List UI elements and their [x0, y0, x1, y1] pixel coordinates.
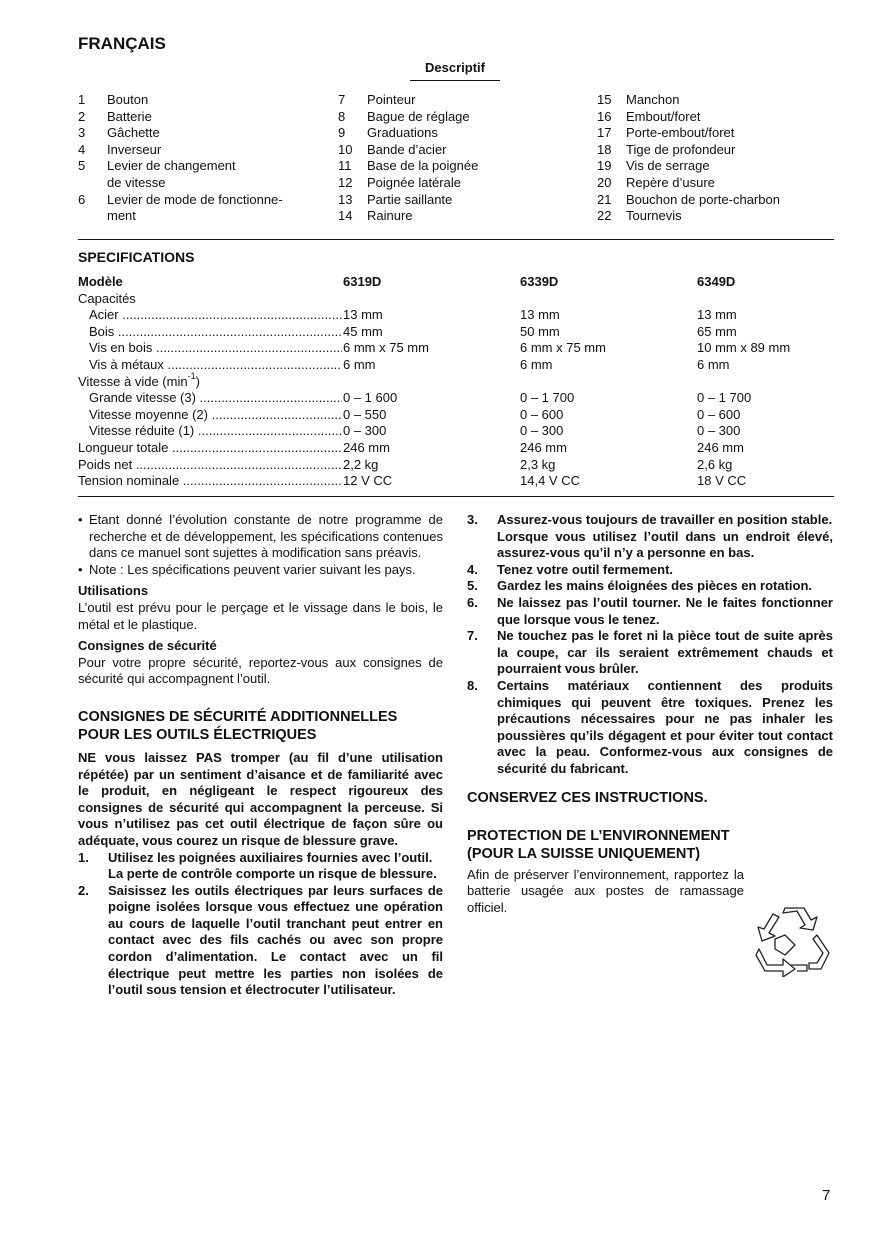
legend-item: 18 Tige de profondeur: [597, 141, 736, 157]
spec-row: Tension nominale ..... 12 V CC 14,4 V CC 18 V CC: [78, 473, 838, 490]
spec-row: Vis en bois ..... 6 mm x 75 mm 6 mm x 75 mm 10 mm x 89 mm: [78, 340, 838, 357]
legend-item: 6 Levier de mode de fonctionne-: [78, 191, 283, 207]
keep-instructions-heading: CONSERVEZ CES INSTRUCTIONS.: [467, 789, 708, 806]
safety-item: 7. Ne touchez pas le foret ni la pièce tout de suite après la coupe, car ils seraient extrêmement chauds et pourraient vous brûler.: [467, 628, 833, 677]
safety-item: 2. Saisissez les outils électriques par leurs surfaces de poigne isolées lorsque vous effectuez une opération au cours de laquelle l’outil tranchant peut entrer en contact avec des fils cachés ou avec son propre cordon d’alimentation. Le contact avec un fil électrique peut mettre les parties non isolées de l’outil sous tension et électrocuter l’utilisateur.: [78, 882, 443, 998]
legend-item: 3 Gâchette: [78, 125, 160, 141]
legend-column-3: [597, 92, 837, 225]
legend-item: 2 Batterie: [78, 108, 152, 124]
legend-item: 15 Manchon: [597, 92, 680, 107]
specifications-title: SPECIFICATIONS: [78, 249, 195, 265]
safety-item: 6. Ne laissez pas l’outil tourner. Ne le faites fonctionner que lorsque vous le tenez.: [467, 594, 833, 627]
description-title: Descriptif: [425, 60, 485, 75]
spec-row: Grande vitesse (3) ..... 0 – 1 600 0 – 1 700 0 – 1 700: [78, 390, 838, 407]
safety-text: Pour votre propre sécurité, reportez-vous aux consignes de sécurité qui accompagnent l’outil.: [78, 654, 443, 687]
legend-item: 8 Bague de réglage: [338, 108, 470, 124]
page-number: 7: [822, 1187, 831, 1204]
environment-text: Afin de préserver l’environnement, rapportez la batterie usagée aux postes de ramassage officiel.: [467, 866, 744, 915]
bullet-item: • Note : Les spécifications peuvent varier suivant les pays.: [78, 561, 416, 577]
safety-item: 5. Gardez les mains éloignées des pièces en rotation.: [467, 578, 813, 594]
legend-item: 16 Embout/foret: [597, 108, 701, 124]
safety-item: 3. Assurez-vous toujours de travailler en position stable. Lorsque vous utilisez l’outil dans un endroit élevé, assurez-vous qu’il n’y a personne en bas.: [467, 512, 833, 561]
legend-item: 13 Partie saillante: [338, 191, 453, 207]
legend-item: 21 Bouchon de porte-charbon: [597, 191, 780, 207]
legend-item: 9 Graduations: [338, 125, 438, 141]
legend-item: 4 Inverseur: [78, 141, 162, 157]
divider: [78, 239, 834, 240]
description-underline: [410, 80, 500, 81]
spec-row: Poids net ..... 2,2 kg 2,3 kg 2,6 kg: [78, 457, 838, 474]
legend-column-1: [78, 92, 328, 225]
spec-row: Vis à métaux ..... 6 mm 6 mm 6 mm: [78, 357, 838, 374]
specifications-table: [78, 274, 838, 490]
spec-row: Longueur totale ..... 246 mm 246 mm 246 mm: [78, 440, 838, 457]
legend-item: ment: [107, 208, 136, 224]
legend-item: 7 Pointeur: [338, 92, 416, 107]
additional-safety-heading: CONSIGNES DE SÉCURITÉ ADDITIONNELLES POUR LES OUTILS ÉLECTRIQUES: [78, 708, 398, 743]
safety-item: 8. Certains matériaux contiennent des produits chimiques qui peuvent être toxiques. Prenez les précautions nécessaires pour ne pas inhaler les poussières qu’ils dégagent et pour éviter tout contact avec la peau. Conformez-vous aux consignes de sécurité du fabricant.: [467, 677, 833, 776]
legend-item: 19 Vis de serrage: [597, 158, 710, 174]
spec-row: Vitesse moyenne (2) ..... 0 – 550 0 – 600 0 – 600: [78, 407, 838, 424]
legend-item: 17 Porte-embout/foret: [597, 125, 735, 141]
spec-group-label: Vitesse à vide $(\min^{-1})$: [78, 371, 200, 389]
safety-item: 4. Tenez votre outil fermement.: [467, 561, 674, 577]
spec-group-label: Capacités: [78, 290, 136, 306]
legend-column-2: [338, 92, 588, 225]
safety-heading: Consignes de sécurité: [78, 638, 217, 654]
usage-text: L’outil est prévu pour le perçage et le vissage dans le bois, le métal et le plastique.: [78, 599, 443, 632]
recycle-icon: [755, 905, 833, 977]
left-column: [78, 512, 443, 999]
spec-header-row: Modèle 6319D 6339D 6349D: [78, 274, 736, 289]
legend-item: 10 Bande d’acier: [338, 141, 447, 157]
legend-item: 1 Bouton: [78, 92, 149, 107]
safety-item: 1. Utilisez les poignées auxiliaires fournies avec l’outil. La perte de contrôle comporte un risque de blessure.: [78, 849, 437, 882]
spec-row: Acier ..... 13 mm 13 mm 13 mm: [78, 307, 838, 324]
legend-item: 11 Base de la poignée: [338, 158, 479, 174]
divider: [78, 496, 834, 497]
legend-item: 22 Tournevis: [597, 208, 682, 224]
legend-item: 12 Poignée latérale: [338, 174, 461, 190]
legend-item: de vitesse: [107, 174, 166, 190]
legend-item: 14 Rainure: [338, 208, 413, 224]
right-column: [467, 512, 833, 916]
legend-item: 5 Levier de changement: [78, 158, 236, 174]
environment-heading: PROTECTION DE L’ENVIRONNEMENT (POUR LA SUISSE UNIQUEMENT): [467, 827, 730, 862]
spec-row: Vitesse réduite (1) ..... 0 – 300 0 – 300 0 – 300: [78, 423, 838, 440]
spec-row: Bois ..... 45 mm 50 mm 65 mm: [78, 324, 838, 341]
warning-text: NE vous laissez PAS tromper (au fil d’une utilisation répétée) par un sentiment d’aisance et de familiarité avec le produit, en négligeant le respect rigoureux des consignes de sécurité qui accompagnent la perceuse. Si vous n’utilisez pas cet outil électrique de façon sûre ou adéquate, vous courez un risque de blessure grave.: [78, 749, 443, 848]
legend-item: 20 Repère d’usure: [597, 174, 715, 190]
language-heading: FRANÇAIS: [78, 34, 166, 53]
bullet-item: • Etant donné l’évolution constante de notre programme de recherche et de développement, les spécifications contenues dans ce manuel sont sujettes à modification sans préavis.: [78, 512, 443, 561]
usage-heading: Utilisations: [78, 583, 149, 599]
